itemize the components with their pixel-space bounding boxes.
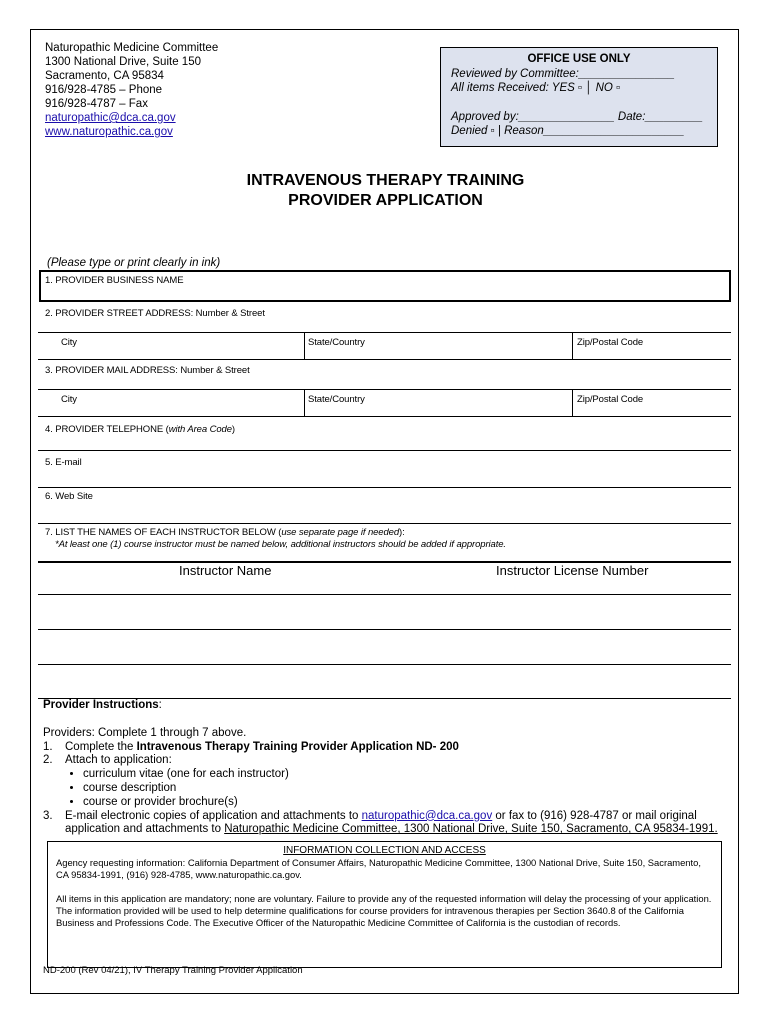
instructions-heading: Provider Instructions — [43, 699, 159, 711]
reviewed-by-field: Reviewed by Committee:_______________ — [451, 67, 675, 80]
divider — [38, 359, 731, 360]
print-instructions-note: (Please type or print clearly in ink) — [47, 257, 221, 269]
instructions-intro: Providers: Complete 1 through 7 above. — [43, 726, 247, 739]
website-link[interactable]: www.naturopathic.ca.gov — [45, 126, 173, 138]
info-mandatory-paragraph: All items in this application are mandatory; none are voluntary. Failure to provide any of the requested information will delay the processing of your application. The information provided will be used to help determine qualifications for course providers for intravenous therapies per Section 3640.8 of the California Business and Professions Code. The Executive Officer of the Naturopathic Medicine Committee of California is the custodian of records. — [56, 893, 712, 928]
divider — [38, 523, 731, 524]
instructor-row-3[interactable] — [31, 664, 740, 698]
website-label: 6. Web Site — [45, 491, 93, 502]
email-label: 5. E-mail — [45, 457, 82, 468]
phone-number: 916/928-4785 – Phone — [45, 84, 163, 96]
list-item: • curriculum vitae (one for each instructor) — [83, 768, 733, 782]
org-name: Naturopathic Medicine Committee — [45, 42, 219, 54]
divider — [572, 332, 573, 359]
street-address: 1300 National Drive, Suite 150 — [45, 56, 201, 68]
instructors-note: *At least one (1) course instructor must be named below, additional instructors should be added if appropriate. — [55, 539, 506, 550]
divider — [304, 332, 305, 359]
city-state-zip: Sacramento, CA 95834 — [45, 70, 164, 82]
info-heading: INFORMATION COLLECTION AND ACCESS — [283, 845, 486, 856]
email-link[interactable]: naturopathic@dca.ca.gov — [45, 112, 176, 124]
email-field[interactable] — [31, 450, 740, 487]
list-item: • course description — [83, 782, 733, 796]
form-footer: ND-200 (Rev 04/21), IV Therapy Training Provider Application — [43, 965, 303, 976]
office-use-box — [440, 47, 718, 147]
instruction-step-3: 3. E-mail electronic copies of application and attachments to naturopathic@dca.ca.gov or fax to (916) 928-4787 or mail original application and attachments to Naturopathic Medicine Committee, 1300 National Drive, Suite 150, Sacramento, CA 95834-1991. — [43, 809, 718, 836]
instructors-label: 7. LIST THE NAMES OF EACH INSTRUCTOR BELOW (use separate page if needed): — [45, 527, 405, 538]
divider — [304, 389, 305, 416]
submission-email-link[interactable]: naturopathic@dca.ca.gov — [361, 809, 493, 822]
zip-code-label: Zip/Postal Code — [577, 337, 644, 348]
state-country-label: State/Country — [308, 394, 365, 405]
provider-instructions: Provider Instructions: Providers: Complete 1 through 7 above. 1. Complete the Intravenous Therapy Training Provider Application ND- 200 2. Attach to application: • curriculum vitae (one for each instructor) • course description • course or provider brochure(s) 3. E-mail electronic copies of application and attachments to naturopathic@dca.ca.gov or fax to (916) 928-4787 or mail original application and attachments to Naturopathic Medicine Committee, 1300 National Drive, Suite 150, Sacramento, CA 95834-1991. — [43, 697, 733, 837]
telephone-field[interactable] — [31, 416, 740, 450]
fax-number: 916/928-4787 – Fax — [45, 98, 148, 110]
office-use-heading: OFFICE USE ONLY — [527, 53, 631, 65]
denied-reason-field: Denied ▫ | Reason______________________ — [451, 125, 685, 137]
divider — [572, 389, 573, 416]
telephone-label: 4. PROVIDER TELEPHONE (with Area Code) — [45, 424, 235, 435]
state-country-label: State/Country — [308, 337, 365, 348]
attachment-list — [43, 768, 733, 809]
form-title — [31, 171, 740, 211]
list-item: • course or provider brochure(s) — [83, 796, 733, 810]
instructor-row-2[interactable] — [31, 629, 740, 664]
street-address-label: 2. PROVIDER STREET ADDRESS: Number & Street — [45, 308, 265, 319]
city-label: City — [61, 337, 77, 348]
title-line-1: INTRAVENOUS THERAPY TRAINING — [246, 172, 525, 189]
items-received-field: All items Received: YES ▫ │ NO ▫ — [451, 82, 621, 94]
title-line-2: PROVIDER APPLICATION — [288, 192, 483, 209]
instruction-step-1: 1. Complete the Intravenous Therapy Training Provider Application ND- 200 — [43, 740, 459, 753]
city-label: City — [61, 394, 77, 405]
mailing-address: Naturopathic Medicine Committee, 1300 National Drive, Suite 150, Sacramento, CA 95834-1991. — [224, 823, 718, 836]
instructor-name-column-header: Instructor Name — [179, 563, 272, 578]
business-name-label: 1. PROVIDER BUSINESS NAME — [45, 275, 184, 286]
information-collection-box — [47, 841, 722, 968]
mail-address-label: 3. PROVIDER MAIL ADDRESS: Number & Street — [45, 365, 250, 376]
approved-by-field: Approved by:_______________ Date:_________ — [451, 110, 703, 123]
website-field[interactable] — [31, 487, 740, 523]
instructor-license-column-header: Instructor License Number — [496, 563, 649, 578]
info-agency-paragraph: Agency requesting information: California Department of Consumer Affairs, Naturopathic Medicine Committee, 1300 National Drive, Suite 150, Sacramento, CA 95834-1991, (916) 928-4785, www.naturopathic.ca.gov. — [56, 857, 701, 880]
application-page — [30, 29, 739, 994]
instructor-row-1[interactable] — [31, 594, 740, 629]
zip-code-label: Zip/Postal Code — [577, 394, 644, 405]
instruction-step-2: 2. Attach to application: — [43, 754, 172, 767]
committee-address-block — [45, 41, 218, 139]
